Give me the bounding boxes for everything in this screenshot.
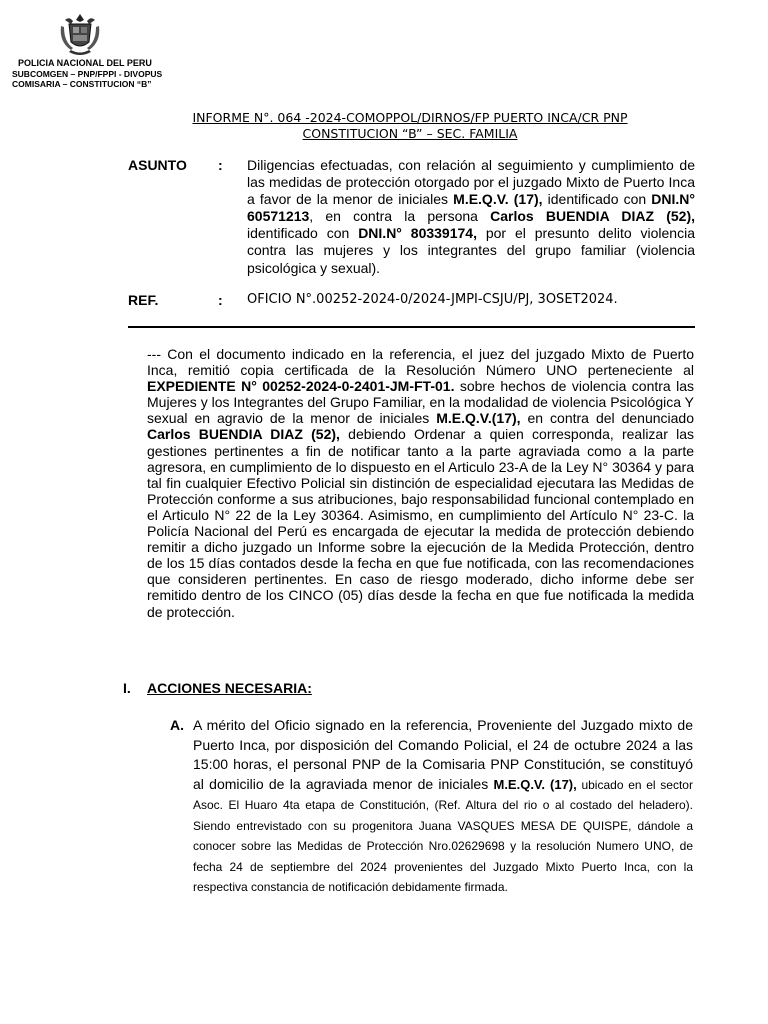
- ref-text: OFICIO N°.00252-2024-0/2024-JMPI-CSJU/PJ, 3OSET2024.: [247, 292, 618, 307]
- report-title-line-1: INFORME N°. 064 -2024-COMOPPOL/DIRNOS/FP PUERTO INCA/CR PNP: [192, 110, 628, 125]
- org-subtitle-2: COMISARIA – CONSTITUCION “B”: [12, 79, 152, 89]
- item-a-label: A.: [170, 717, 184, 733]
- item-a-paragraph: A mérito del Oficio signado en la referencia, Proveniente del Juzgado mixto de Puerto Inca, por disposición del Comando Policial, el 24 de octubre 2024 a las 15:00 horas, el personal PNP de la Comisaria PNP Constitución, se constituyó al domicilio de la agraviada menor de iniciales M.E.Q.V. (17), ubicado en el sector Asoc. El Huaro 4ta etapa de Constitución, (Ref. Altura del rio o al costado del heladero). Siendo entrevistado con su progenitora Juana VASQUES MESA DE QUISPE, dándole a conocer sobre las Medidas de Protección Nro.02629698 y la resolución Numero UNO, de fecha 24 de septiembre del 2024 provenientes del Juzgado Mixto Puerto Inca, con la respectiva constancia de notificación debidamente firmada.: [193, 717, 693, 894]
- asunto-colon: :: [218, 157, 223, 173]
- police-emblem-icon: [55, 12, 105, 58]
- ref-colon: :: [218, 292, 223, 308]
- org-name: POLICIA NACIONAL DEL PERU: [18, 58, 152, 68]
- asunto-label: ASUNTO: [128, 157, 187, 173]
- section-title: ACCIONES NECESARIA:: [147, 680, 312, 696]
- report-title-line-2: CONSTITUCION “B” – SEC. FAMILIA: [302, 126, 518, 141]
- section-number: I.: [123, 680, 131, 696]
- divider-line: [128, 326, 695, 328]
- org-subtitle-1: SUBCOMGEN – PNP/FPPI - DIVOPUS: [12, 69, 163, 79]
- ref-label: REF.: [128, 292, 159, 308]
- body-paragraph: --- Con el documento indicado en la referencia, el juez del juzgado Mixto de Puerto Inca, remitió copia certificada de la Resolución Número UNO perteneciente al EXPEDIENTE N° 00252-2024-0-2401-JM-FT-01. sobre hechos de violencia contra las Mujeres y los Integrantes del Grupo Familiar, en la modalidad de violencia Psicológica Y sexual en agravio de la menor de iniciales M.E.Q.V.(17), en contra del denunciado Carlos BUENDIA DIAZ (52), debiendo Ordenar a quien corresponda, realizar las gestiones pertinentes a fin de notificar tanto a la parte agraviada como a la parte agresora, en cumplimiento de lo dispuesto en el Articulo 23-A de la Ley N° 30364 y para tal fin cualquier Efectivo Policial sin distinción de especialidad ejecutara las Medidas de Protección conforme a sus atribuciones, bajo responsabilidad funcional contemplado en el Articulo N° 22 de la Ley 30364. Asimismo, en cumplimiento del Artículo N° 23-C. la Policía Nacional del Perú es encargada de ejecutar la medida de protección debiendo remitir a dicho juzgado un Informe sobre la ejecución de la Medida Protección, dentro de los 15 días contados desde la fecha en que fue notificada, con las recomendaciones que consideren pertinentes. En caso de riesgo moderado, dicho informe debe ser remitido dentro de los CINCO (05) días desde la fecha en que fue notificada la medida de protección.: [147, 346, 695, 620]
- asunto-text: Diligencias efectuadas, con relación al seguimiento y cumplimiento de las medidas de protección otorgado por el juzgado Mixto de Puerto Inca a favor de la menor de iniciales M.E.Q.V. (17), identificado con DNI.N° 60571213, en contra la persona Carlos BUENDIA DIAZ (52), identificado con DNI.N° 80339174, por el presunto delito violencia contra las mujeres y los integrantes del grupo familiar (violencia psicológica y sexual).: [247, 157, 696, 276]
